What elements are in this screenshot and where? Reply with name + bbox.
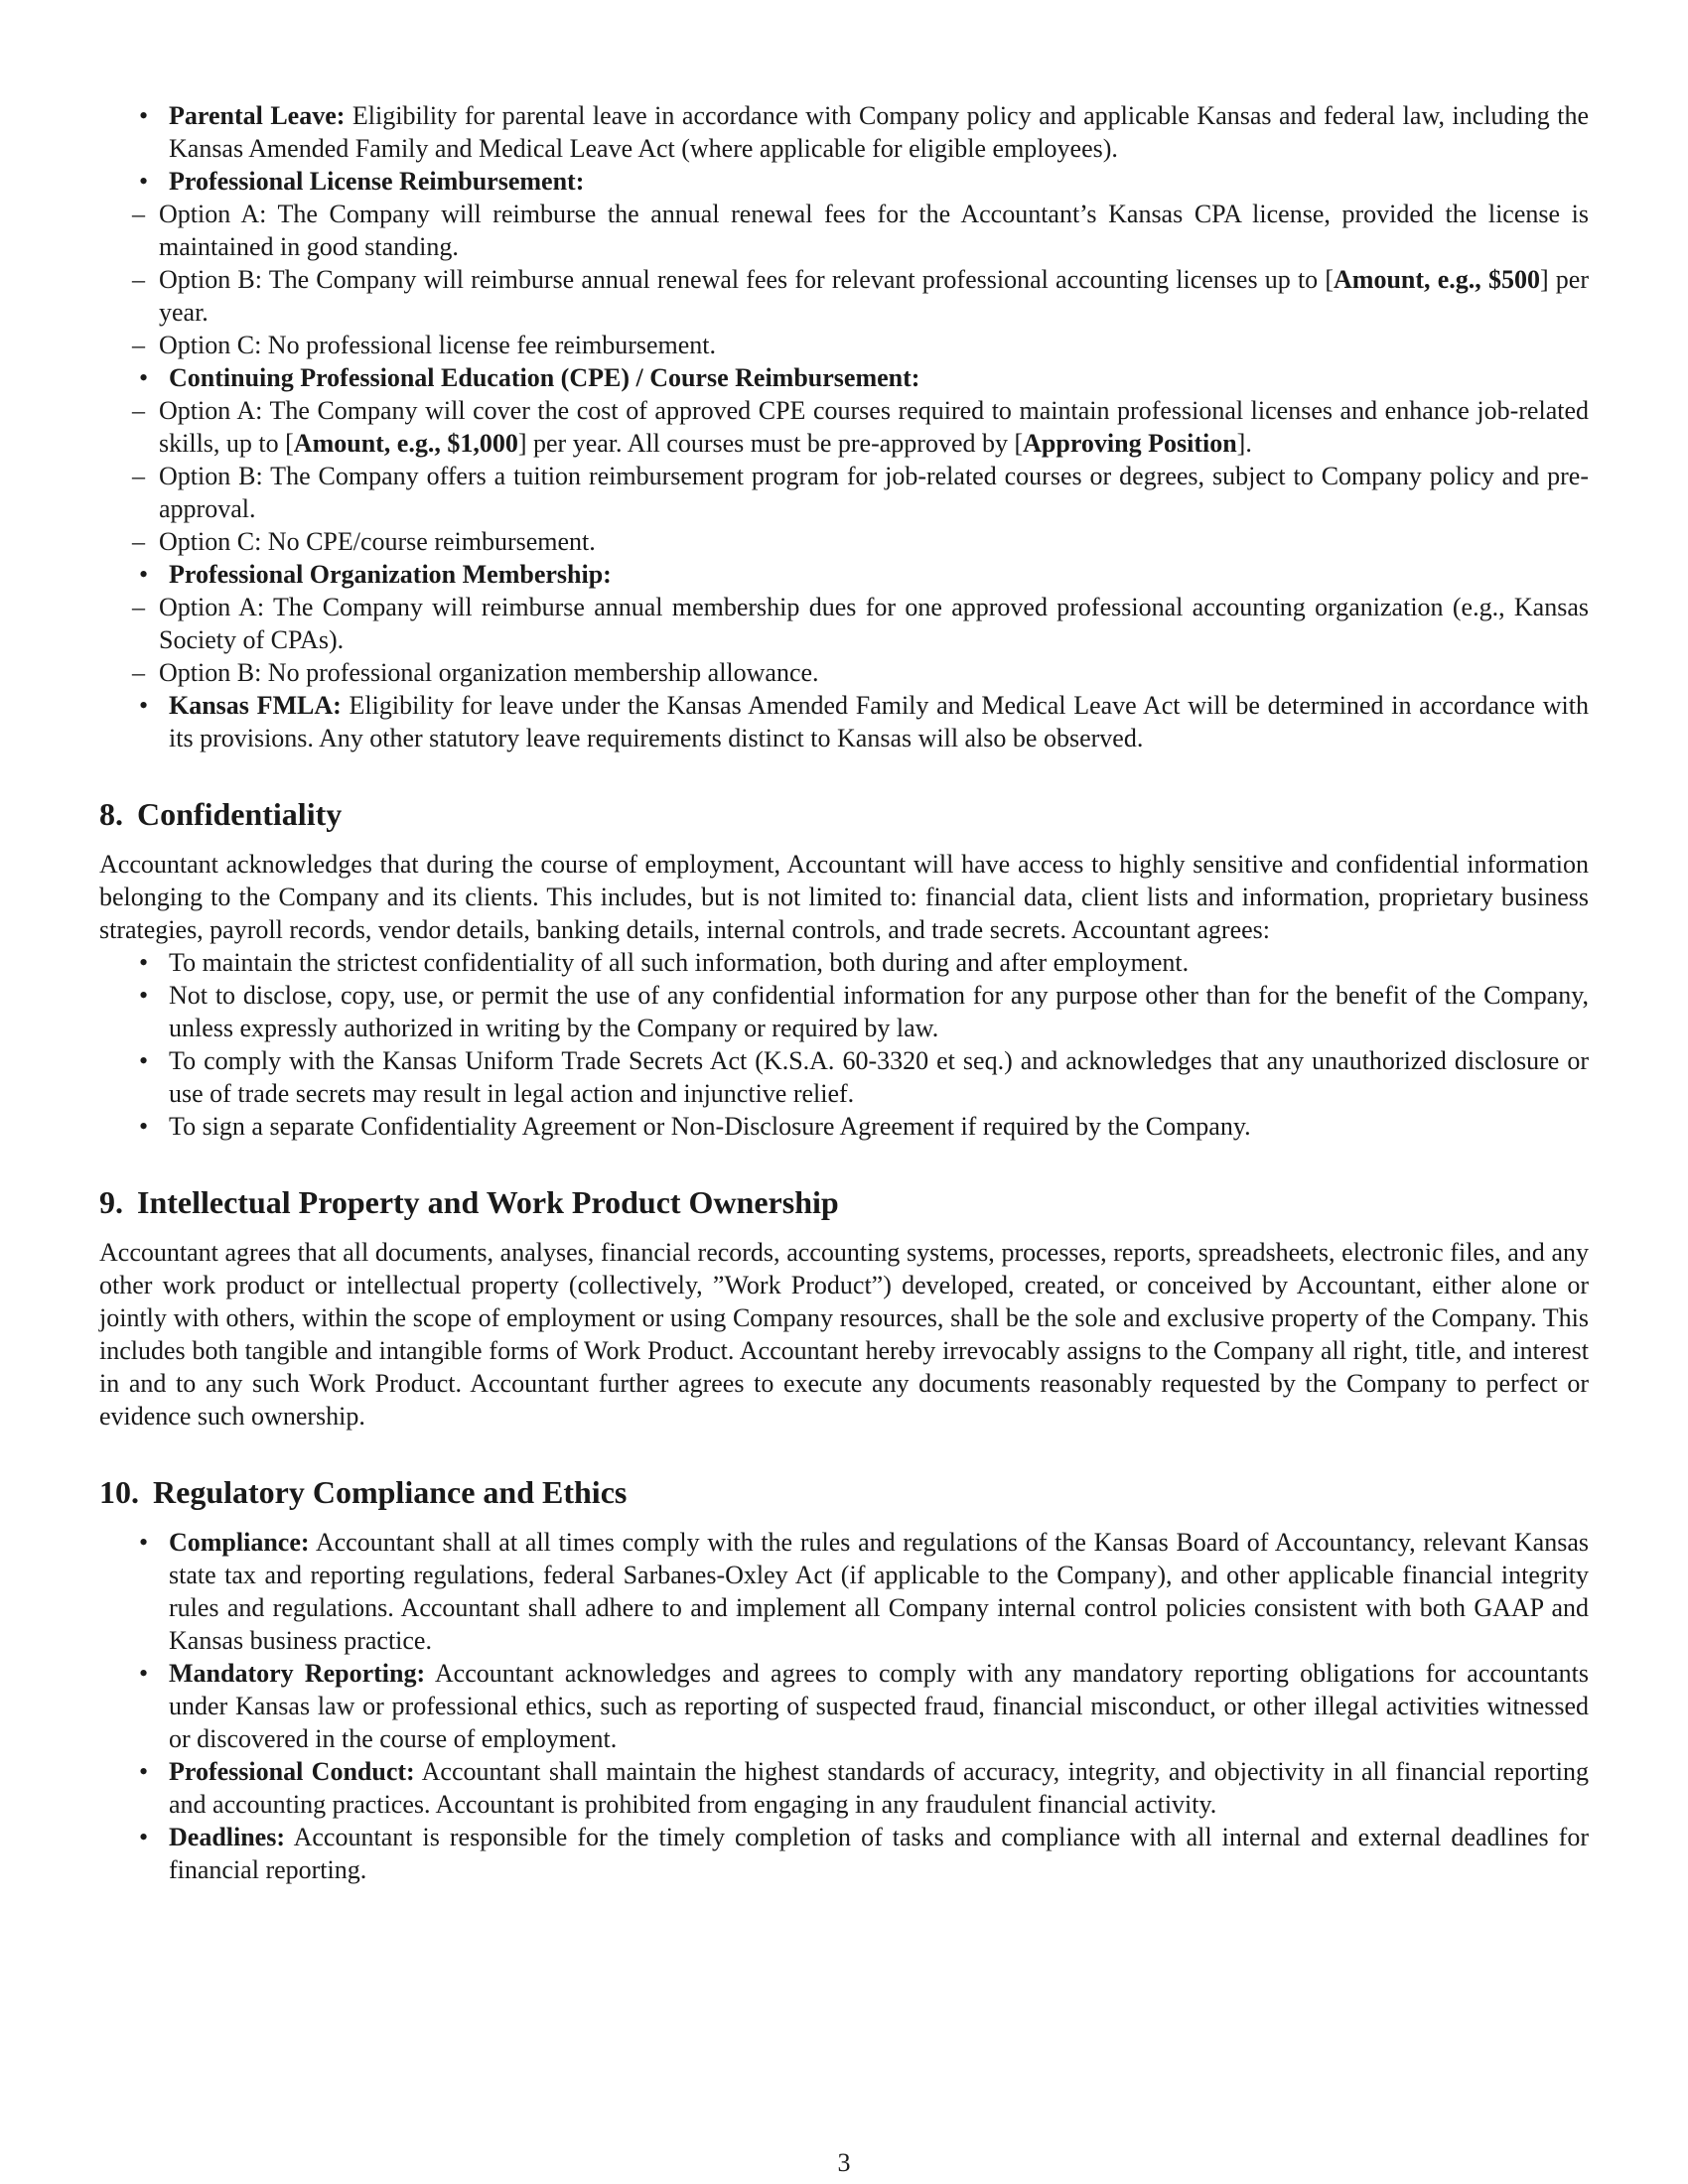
option-item (99, 394, 1589, 460)
list-item: • Not to disclose, copy, use, or permit the use of any confidential information for any purpose other than for the benefit of the Company, unless expressly authorized in writing by the Company or required by law. (99, 979, 1589, 1044)
option-item: – Option A: The Company will reimburse the annual renewal fees for the Accountant’s Kansas CPA license, provided the license is maintained in good standing. (99, 198, 1589, 263)
item-label: Professional Conduct: (169, 1757, 415, 1786)
placeholder-amount: Amount, e.g., $1,000 (293, 429, 518, 458)
item-label: Mandatory Reporting: (169, 1659, 426, 1688)
section-title: Intellectual Property and Work Product Ownership (137, 1184, 839, 1220)
compliance-list (99, 1526, 1589, 1886)
section-heading (99, 794, 1589, 834)
item-label: Compliance: (169, 1528, 310, 1557)
section-number: 10. (99, 1474, 139, 1510)
list-item (99, 1821, 1589, 1886)
section-heading (99, 1182, 1589, 1222)
item-label: Kansas FMLA: (169, 691, 342, 720)
section-title: Regulatory Compliance and Ethics (153, 1474, 628, 1510)
option-list (99, 198, 1589, 361)
list-item: • To sign a separate Confidentiality Agreement or Non-Disclosure Agreement if required by the Company. (99, 1110, 1589, 1143)
item-label: Professional Organization Membership: (169, 560, 612, 589)
list-item (99, 1755, 1589, 1821)
list-item (99, 558, 1589, 689)
item-text: Accountant acknowledges and agrees to comply with any mandatory reporting obligations for accountants under Kansas law or professional ethics, such as reporting of suspected fraud, financial misconduct, or other illegal activities witnessed or discovered in the course of employment. (169, 1659, 1590, 1753)
option-item (99, 263, 1589, 329)
option-text: Option A: The Company will cover the cost of approved CPE courses required to maintain professional licenses and enhance job-related skills, up to [ (159, 396, 1589, 458)
placeholder-position: Approving Position (1023, 429, 1237, 458)
option-text: ]. (1236, 429, 1252, 458)
list-item (99, 689, 1589, 754)
option-list (99, 591, 1589, 689)
item-label: Parental Leave: (169, 101, 346, 130)
confidentiality-list (99, 946, 1589, 1143)
list-item: • To maintain the strictest confidentiality of all such information, both during and after employment. (99, 946, 1589, 979)
option-item: – Option C: No professional license fee reimbursement. (99, 329, 1589, 361)
section-number: 8. (99, 796, 123, 832)
list-item (99, 361, 1589, 558)
item-label: Professional License Reimbursement: (169, 167, 585, 196)
item-text: Eligibility for parental leave in accordance with Company policy and applicable Kansas and federal law, including the Kansas Amended Family and Medical Leave Act (where applicable for eligible employees). (169, 101, 1589, 163)
list-item (99, 165, 1589, 361)
section-heading (99, 1472, 1589, 1512)
option-text: ] per year. (159, 265, 1589, 327)
list-item: • To comply with the Kansas Uniform Trade Secrets Act (K.S.A. 60-3320 et seq.) and acknowledges that any unauthorized disclosure or use of trade secrets may result in legal action and injunctive relief. (99, 1044, 1589, 1110)
benefits-list (99, 99, 1589, 754)
item-label: Continuing Professional Education (CPE) / Course Reimbursement: (169, 363, 920, 392)
option-item: – Option B: The Company offers a tuition reimbursement program for job-related courses or degrees, subject to Company policy and pre-approval. (99, 460, 1589, 525)
option-item: – Option A: The Company will reimburse annual membership dues for one approved professional accounting organization (e.g., Kansas Society of CPAs). (99, 591, 1589, 656)
item-text: Accountant is responsible for the timely completion of tasks and compliance with all internal and external deadlines for financial reporting. (169, 1823, 1589, 1884)
list-item (99, 1657, 1589, 1755)
item-text: Eligibility for leave under the Kansas Amended Family and Medical Leave Act will be determined in accordance with its provisions. Any other statutory leave requirements distinct to Kansas will also be observed. (169, 691, 1590, 752)
item-text: Accountant shall maintain the highest standards of accuracy, integrity, and objectivity in all financial reporting and accounting practices. Accountant is prohibited from engaging in any fraudulent financial activity. (169, 1757, 1589, 1819)
option-list (99, 394, 1589, 558)
document-page (99, 99, 1589, 2085)
item-label: Deadlines: (169, 1823, 285, 1851)
option-text: Option B: The Company will reimburse annual renewal fees for relevant professional accounting licenses up to [ (159, 265, 1335, 294)
option-item: – Option C: No CPE/course reimbursement. (99, 525, 1589, 558)
section-number: 9. (99, 1184, 123, 1220)
item-text: Accountant shall at all times comply with the rules and regulations of the Kansas Board of Accountancy, relevant Kansas state tax and reporting regulations, federal Sarbanes-Oxley Act (if applicable to the Company), and other applicable financial integrity rules and regulations. Accountant shall adhere to and implement all Company internal control policies consistent with both GAAP and Kansas business practice. (169, 1528, 1589, 1655)
page-number: 3 (837, 2148, 851, 2177)
list-item (99, 1526, 1589, 1657)
section-paragraph: Accountant acknowledges that during the course of employment, Accountant will have access to highly sensitive and confidential information belonging to the Company and its clients. This includes, but is not limited to: financial data, client lists and information, proprietary business strategies, payroll records, vendor details, banking details, internal controls, and trade secrets. Accountant agrees: (99, 850, 1589, 944)
section-title: Confidentiality (137, 796, 343, 832)
section-paragraph: Accountant agrees that all documents, analyses, financial records, accounting systems, processes, reports, spreadsheets, electronic files, and any other work product or intellectual property (collectively, ”Work Product”) developed, created, or conceived by Accountant, either alone or jointly with others, within the scope of employment or using Company resources, shall be the sole and exclusive property of the Company. This includes both tangible and intangible forms of Work Product. Accountant hereby irrevocably assigns to the Company all right, title, and interest in and to any such Work Product. Accountant further agrees to execute any documents reasonably requested by the Company to perfect or evidence such ownership. (99, 1238, 1589, 1431)
option-text: ] per year. All courses must be pre-approved by [ (517, 429, 1024, 458)
placeholder-amount: Amount, e.g., $500 (1334, 265, 1540, 294)
option-item: – Option B: No professional organization membership allowance. (99, 656, 1589, 689)
list-item (99, 99, 1589, 165)
